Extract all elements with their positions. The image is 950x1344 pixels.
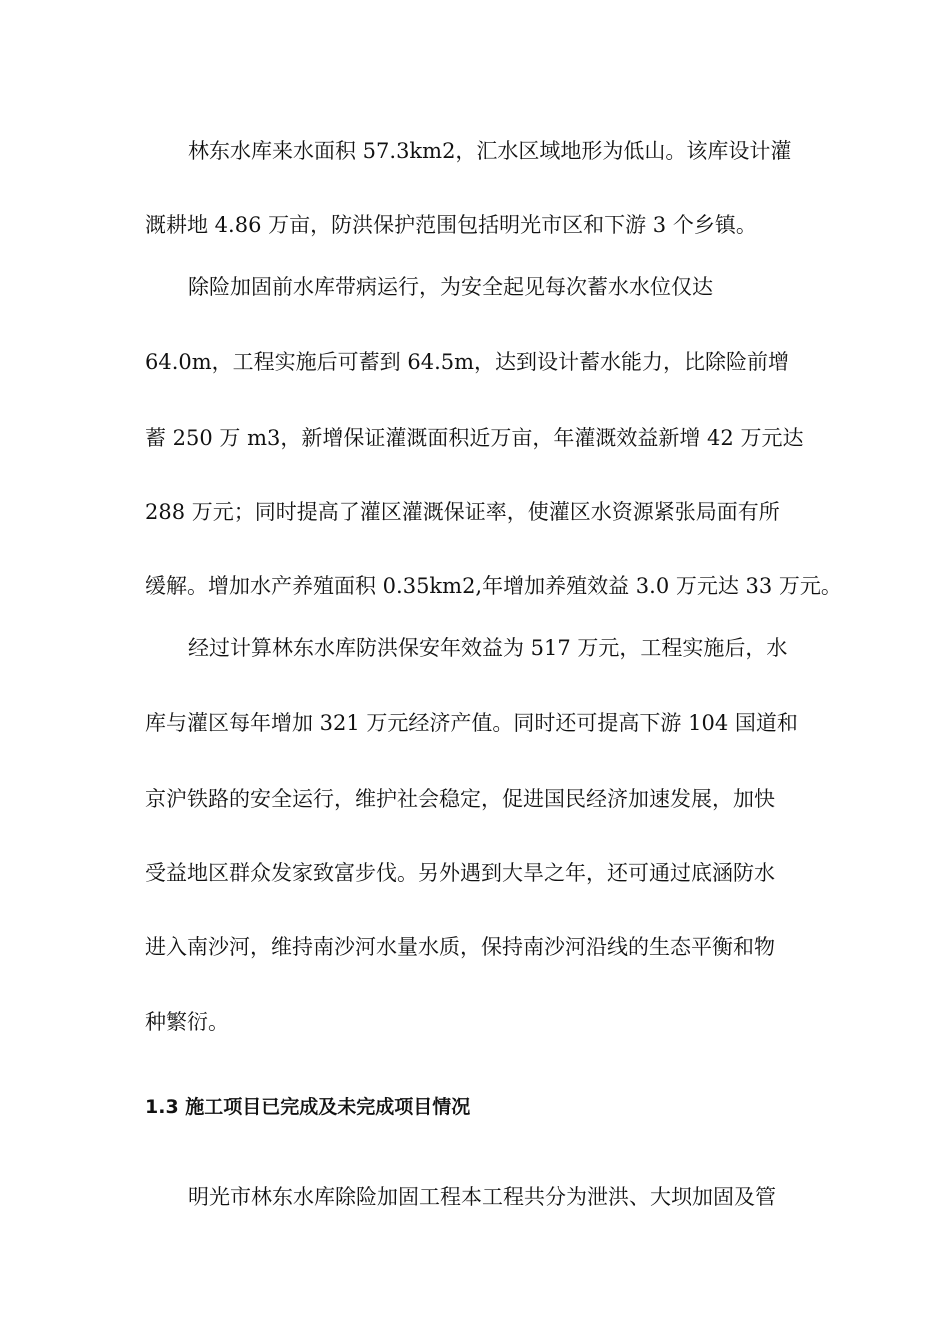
paragraph-3-line-6: 种繁衍。: [145, 1010, 229, 1034]
paragraph-3-line-4: 受益地区群众发家致富步伐。另外遇到大旱之年，还可通过底涵防水: [145, 861, 775, 885]
paragraph-3-line-2: 库与灌区每年增加 321 万元经济产值。同时还可提高下游 104 国道和: [145, 711, 798, 735]
paragraph-2-line-1: 除险加固前水库带病运行，为安全起见每次蓄水水位仅达: [188, 275, 713, 299]
paragraph-1-line-2: 溉耕地 4.86 万亩，防洪保护范围包括明光市区和下游 3 个乡镇。: [145, 213, 757, 237]
paragraph-2-line-3: 蓄 250 万 m3，新增保证灌溉面积近万亩，年灌溉效益新增 42 万元达: [145, 426, 804, 450]
paragraph-3-line-1: 经过计算林东水库防洪保安年效益为 517 万元，工程实施后，水: [188, 636, 788, 660]
section-heading: 1.3 施工项目已完成及未完成项目情况: [145, 1096, 471, 1118]
paragraph-1-line-1: 林东水库来水面积 57.3km2，汇水区域地形为低山。该库设计灌: [188, 139, 792, 163]
paragraph-2-line-5: 缓解。增加水产养殖面积 0.35km2,年增加养殖效益 3.0 万元达 33 万元。: [145, 574, 842, 598]
paragraph-2-line-4: 288 万元；同时提高了灌区灌溉保证率，使灌区水资源紧张局面有所: [145, 500, 780, 524]
paragraph-3-line-3: 京沪铁路的安全运行，维护社会稳定，促进国民经济加速发展，加快: [145, 787, 775, 811]
paragraph-2-line-2: 64.0m，工程实施后可蓄到 64.5m，达到设计蓄水能力，比除险前增: [145, 350, 790, 374]
paragraph-4-line-1: 明光市林东水库除险加固工程本工程共分为泄洪、大坝加固及管: [188, 1185, 776, 1209]
paragraph-3-line-5: 进入南沙河，维持南沙河水量水质，保持南沙河沿线的生态平衡和物: [145, 935, 775, 959]
